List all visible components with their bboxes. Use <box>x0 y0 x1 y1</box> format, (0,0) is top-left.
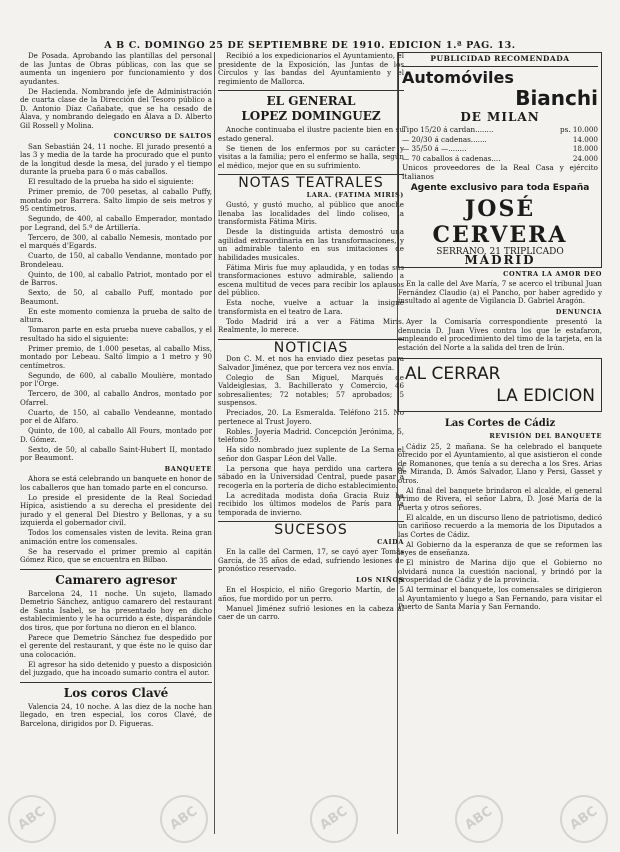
paragraph: La acreditada modista doña Gracia Ruiz ha recibido los últimos modelos de París para la temporada de invierno. <box>218 490 404 517</box>
price-row <box>402 135 598 145</box>
section-subheading: LARA. (FATIMA MIRIS) <box>306 190 404 199</box>
paragraph: Se ha reservado el primer premio al capitán Gómez Rico, que se encuentra en Bilbao. <box>20 546 212 564</box>
ad-section-title: PUBLICIDAD RECOMENDADA <box>402 55 598 67</box>
paragraph: Primer premio, de 1.000 pesetas, al caballo Miss, montado por Lebeau. Saltó limpio a 1 metro y 90 centímetros. <box>20 343 212 370</box>
paragraph: El alcalde, en un discurso lleno de patriotismo, dedicó un cariñoso recuerdo a la memoria de los Diputados a las Cortes de Cádiz. <box>398 512 602 539</box>
paragraph: Quinto, de 100, al caballo All Fours, montado por D. Gómez. <box>20 426 212 444</box>
paragraph: En este momento comienza la prueba de salto de altura. <box>20 306 212 324</box>
paragraph: Desde la distinguida artista demostró una agilidad extraordinaria en las transformaciones, y un admirable talento en sus imitaciones de habilidades musicales. <box>218 227 404 262</box>
section-subheading: CAIDA <box>377 537 404 546</box>
section-rule <box>20 569 212 570</box>
paragraph: Ahora se está celebrando un banquete en honor de los caballeros que han tomado parte en el concurso. <box>20 474 212 492</box>
paragraph: Recibió a los expedicionarios el Ayuntamiento, el presidente de la Exposición, las Juntas de los Círculos y las bandas del Ayuntamiento y el regimiento de Mallorca. <box>218 52 404 86</box>
paragraph: Tercero, de 300, al caballo Andros, montado por Ofarrel. <box>20 389 212 407</box>
ad-origin: DE MILAN <box>460 109 540 124</box>
price-value: ps. 10.000 <box>559 125 598 134</box>
paragraph: Ha sido nombrado juez suplente de La Serna el señor don Gaspar Léon del Valle. <box>218 445 404 463</box>
price-row <box>402 144 598 154</box>
paragraph: De Hacienda. Nombrando jefe de Administración de cuarta clase de la Dirección del Tesoro público a D. Antonio Díaz Cañabate, que se ha cesado de Álava, y nombrando delegado en Álava a D. Alberto Gil Rossell y Molina. <box>20 86 212 130</box>
paragraph: Quinto, de 100, al caballo Patriot, montado por el de Barros. <box>20 269 212 287</box>
price-row <box>402 125 598 135</box>
watermark-seal: ABC <box>551 786 618 852</box>
paragraph: Todos los comensales visten de levita. Reina gran animación entre los comensales. <box>20 528 212 546</box>
column-divider <box>214 52 215 834</box>
paragraph: Anoche continuaba el ilustre paciente bien en su estado general. <box>218 125 404 143</box>
price-value: 14.000 <box>572 134 598 144</box>
ad-headline: Automóviles <box>402 67 514 87</box>
paragraph: Barcelona 24, 11 noche. Un sujeto, llamado Demetrio Sánchez, antiguo camarero del restaurant de Santa Isabel, se ha presentado hoy en dicho establecimiento y le ha ocurrido a éste, disparándole dos tiros, que por fortuna no dieron en el blanco. <box>20 588 212 632</box>
ad-company-name: JOSÉ CERVERA <box>432 195 568 248</box>
paragraph: De Posada. Aprobando las plantillas del personal de las Juntas de Obras públicas, con las que se aumenta un ingeniero por funcionamiento y dos ayudantes. <box>20 52 212 86</box>
paragraph: Al Gobierno da la esperanza de que se reformen las leyes de enseñanza. <box>398 539 602 557</box>
closing-line: LA EDICION <box>496 386 595 406</box>
ad-text: Unicos proveedores de la Real Casa y ejército italianos <box>402 163 598 181</box>
paragraph: Primer premio, de 700 pesetas, al caballo Puffy, montado por Barrera. Salto limpio de seis metros y 95 centímetros. <box>20 187 212 213</box>
paragraph: Ayer la Comisaría correspondiente presentó la denuncia D. Juan Vives contra los que le estafaron, empleando el procedimiento del timo de la tarjeta, en la estación del Norte a la salida del tren de Irún. <box>398 317 602 352</box>
section-subheading: BANQUETE <box>164 464 212 473</box>
paragraph: La persona que haya perdido una cartera el sábado en la Universidad Central, puede pasar a recogerla en la portería de dicho establecimiento. <box>218 463 404 490</box>
middle-column <box>218 52 404 834</box>
price-label: Tipo 15/20 á cardan........ <box>402 125 494 134</box>
paragraph: San Sebastián 24, 11 noche. El jurado presentó a las 3 y media de la tarde ha procurado que el punto de la longitud desde la mesa, del jurado y el tiempo durante la prueba para 6 o más caballos. <box>20 141 212 176</box>
paragraph: En la calle del Carmen, 17, se cayó ayer Tomás García, de 35 años de edad, sufriendo lesiones de pronóstico reservado. <box>218 547 404 573</box>
paragraph: Preciados, 20. La Esmeralda. Teléfono 215. No pertenece al Trust Joyero. <box>218 408 404 426</box>
section-subheading: REVISIÓN DEL BANQUETE <box>489 432 602 440</box>
paragraph: Don C. M. et nos ha enviado diez pesetas para Salvador Jiménez, que por tercera vez nos envía. <box>218 354 404 372</box>
paragraph: El ministro de Marina dijo que el Gobierno no olvidará nunca la cuestión nacional, y brindó por la prosperidad de Cádiz y de la provincia. <box>398 558 602 584</box>
left-column <box>20 52 212 834</box>
paragraph: Cuarto, de 150, al caballo Vendanne, montado por Brondeleau. <box>20 251 212 269</box>
paragraph: Sexto, de 50, al caballo Puff, montado por Beaumont. <box>20 288 212 306</box>
paragraph: Esta noche, vuelve a actuar la insigne transformista en el teatro de Lara. <box>218 298 404 316</box>
ad-brand: Bianchi <box>515 85 598 110</box>
section-subheading: LOS NIÑOS <box>356 575 404 584</box>
paragraph: En el Hospicio, el niño Gregorio Martín, de 5 años, fue mordido por un perro. <box>218 585 404 603</box>
paragraph: Lo preside el presidente de la Real Sociedad Hípica, asistiendo a su derecha el presidente del jurado y el general Del Diestro y Bellonas, y a su izquierda el gobernador civil. <box>20 492 212 527</box>
section-subheading: CONTRA LA AMOR DEO <box>503 269 602 278</box>
section-subheading: CONCURSO DE SALTOS <box>113 132 212 140</box>
right-column <box>398 52 602 834</box>
paragraph: Todo Madrid irá a ver a Fátima Miris. Realmente, lo merece. <box>218 316 404 334</box>
paragraph: Cuarto, de 150, al caballo Vendeanne, montado por el de Alfaro. <box>20 407 212 425</box>
page-header: A B C. DOMINGO 25 DE SEPTIEMBRE DE 1910. EDICION 1.ª PAG. 13. <box>104 40 516 51</box>
ad-agent: Agente exclusivo para toda España <box>410 183 590 193</box>
article-headline: LOPEZ DOMINGUEZ <box>241 109 381 123</box>
paragraph: Gustó, y gustó mucho, al público que anoche llenaba las localidades del lindo coliseo, la transformista Fátima Miris. <box>218 200 404 226</box>
paragraph: El resultado de la prueba ha sido el siguiente: <box>28 177 194 186</box>
paragraph: Segundo, de 400, al caballo Emperador, montado por Legrand, del 5.º de Artillería. <box>20 214 212 232</box>
price-row <box>402 154 598 164</box>
ad-address: SERRANO, 21 TRIPLICADO <box>436 246 564 257</box>
paragraph: El agresor ha sido detenido y puesto a disposición del juzgado, que ha incoado sumario contra el autor. <box>20 659 212 677</box>
section-subheading: DENUNCIA <box>555 307 602 316</box>
price-label: — 35/50 á —........ <box>402 144 467 153</box>
section-rule <box>218 90 404 91</box>
paragraph: Tomaron parte en esta prueba nueve caballos, y el resultado ha sido el siguiente: <box>20 325 212 343</box>
paragraph: Cádiz 25, 2 mañana. Se ha celebrado el banquete ofrecido por el Ayuntamiento, al que asistieron el conde de Romanones, que tenía a su derecha a los Sres. Arias de Miranda, D. Amós Salvador, Llano y Persi, Gasset y otros. <box>398 441 602 485</box>
watermark-seal: ABC <box>0 786 65 852</box>
article-headline: SUCESOS <box>274 522 348 538</box>
paragraph: Segundo, de 600, al caballo Moulière, montado por l'Orge. <box>20 370 212 388</box>
ad-city: MADRID <box>464 253 536 267</box>
paragraph: Se tienen de los enfermos por su carácter y visitas a la familia; pero el enfermo se halla, según el médico, mejor que en su sufrimiento. <box>218 143 404 170</box>
paragraph: Al terminar el banquete, los comensales se dirigieron al Ayuntamiento y luego a San Fernando, para visitar el Puerto de Santa María y San Fernando. <box>398 585 602 611</box>
closing-line: AL CERRAR <box>405 364 501 384</box>
closing-edition-box <box>398 358 602 412</box>
paragraph: Tercero, de 300, al caballo Nemesis, montado por el marqués d'Egards. <box>20 232 212 250</box>
paragraph: Robles. Joyería Madrid. Concepción Jerónima, 5, teléfono 59. <box>218 426 404 444</box>
paragraph: En la calle del Ave María, 7 se acerco el tribunal Juan Fernández Claudio (a) el Pancho, por haber agredido y insultado al agente de Vigilancia D. Gabriel Aragón. <box>398 279 602 305</box>
watermark-seal: ABC <box>301 786 368 852</box>
article-headline: Los coros Clavé <box>63 685 169 700</box>
article-headline: NOTICIAS <box>273 339 349 356</box>
article-headline: Las Cortes de Cádiz <box>444 418 556 429</box>
article-headline: Camarero agresor <box>55 572 177 587</box>
paragraph: Manuel Jiménez sufrió lesiones en la cabeza al caer de un carro. <box>218 603 404 621</box>
paragraph: Valencia 24, 10 noche. A las diez de la noche han llegado, en tren especial, los coros Clavé, de Barcelona, dirigidos por D. Figueras. <box>20 701 212 728</box>
paragraph: Parece que Demetrio Sánchez fue despedido por el gerente del restaurant, y que éste no le quiso dar una colocación. <box>20 632 212 659</box>
price-value: 18.000 <box>572 144 598 153</box>
paragraph: Colegio de San Miguel, Marqués de Valdeiglesias, 3. Bachillerato y Comercio, 46 sobresalientes; 72 notables; 57 aprobados; 5 suspensos. <box>218 372 404 407</box>
section-rule <box>20 682 212 683</box>
paragraph: Fátima Miris fue muy aplaudida, y en todas sus transformaciones estuvo admirable, saliendo a escena multitud de veces para recibir los aplausos del público. <box>218 262 404 297</box>
advertisement <box>398 52 602 268</box>
watermark-seal: ABC <box>446 786 513 852</box>
paragraph: Al final del banquete brindaron el alcalde, el general Primo de Rivera, el señor Labra, D. José María de la Puerta y otros señores. <box>398 485 602 512</box>
paragraph: Sexto, de 50, al caballo Saint-Hubert II, montado por Beaumont. <box>20 444 212 462</box>
price-label: — 70 caballos á cadenas.... <box>402 153 501 163</box>
price-label: — 20/30 á cadenas....... <box>402 134 487 144</box>
price-value: 24.000 <box>572 153 598 163</box>
watermark-seal: ABC <box>151 786 218 852</box>
article-headline: EL GENERAL <box>266 94 356 108</box>
article-headline: NOTAS TEATRALES <box>238 175 384 191</box>
